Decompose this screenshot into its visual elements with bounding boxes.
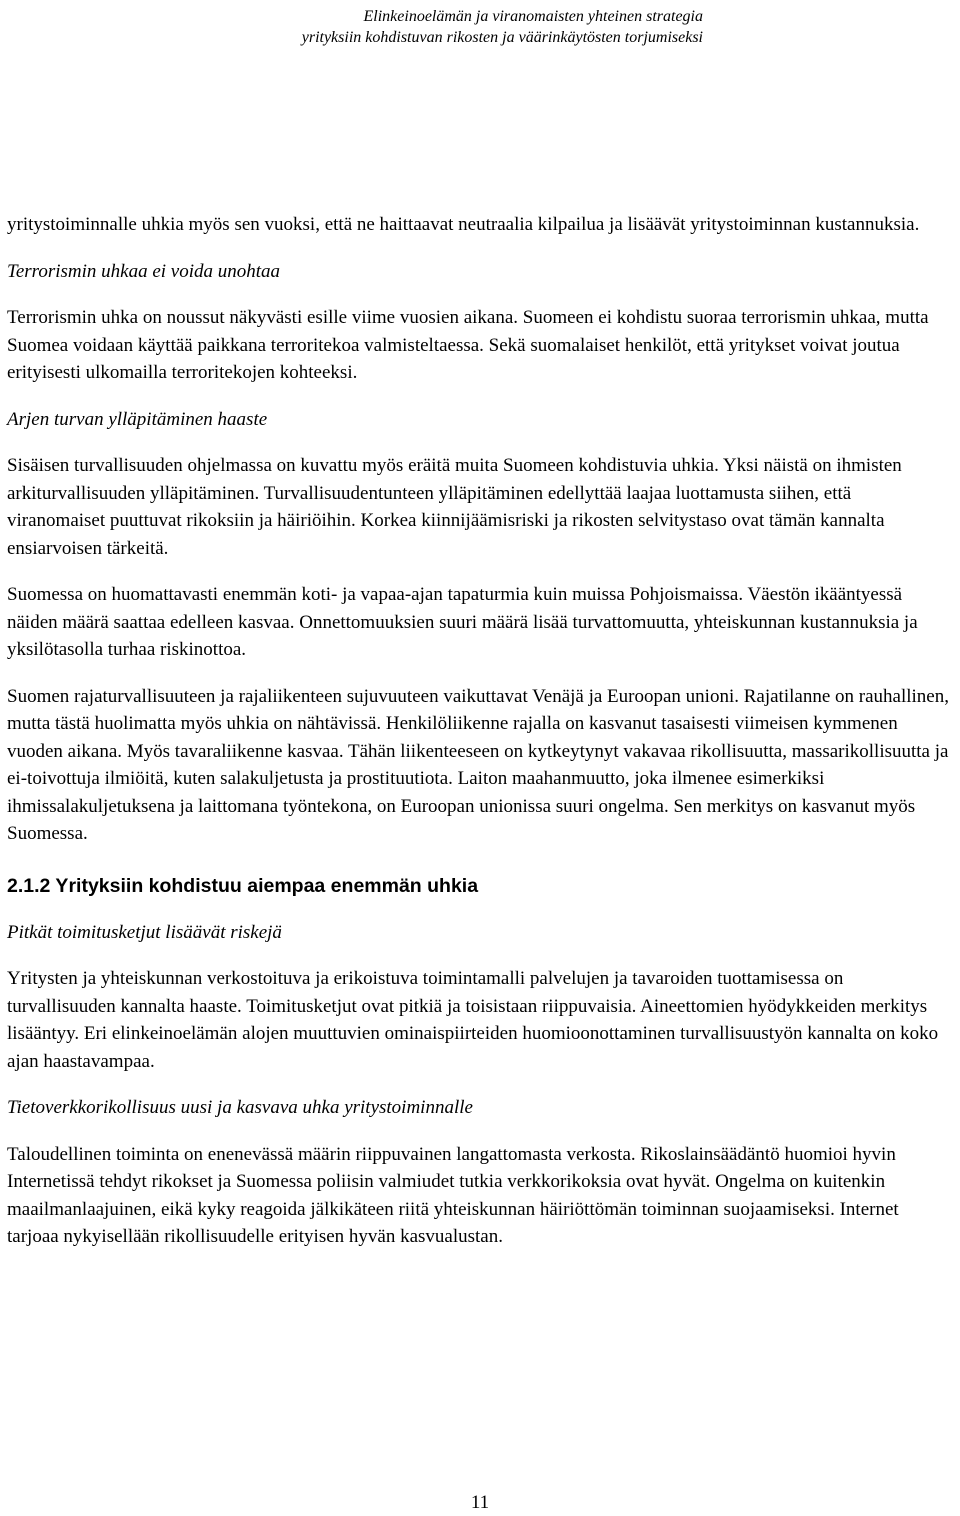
paragraph-continuation: yritystoiminnalle uhkia myös sen vuoksi, että ne haittaavat neutraalia kilpailua ja lisäävät yritystoiminnan kustannuksia. [7,214,920,235]
paragraph-accidents: Suomessa on huomattavasti enemmän koti- ja vapaa-ajan tapaturmia kuin muissa Pohjoismaissa. Väestön ikääntyessä näiden määrä saattaa edelleen kasvaa. Onnettomuuksien suuri määrä lisää turvattomuutta, yhteiskunnan kustannuksia ja yksilötasolla turhaa riskinottoa. [7,584,918,660]
subheading-cybercrime: Tietoverkkorikollisuus uusi ja kasvava uhka yritystoiminnalle [7,1097,473,1118]
subheading-everyday-security: Arjen turvan ylläpitäminen haaste [7,408,268,430]
running-header [302,6,703,48]
page-number: 11 [470,1492,490,1513]
paragraph-cybercrime: Taloudellinen toiminta on enenevässä määrin riippuvainen langattomasta verkosta. Rikoslainsäädäntö huomioi hyvin Internetissä tehdyt rikokset ja Suomessa poliisin valmiudet tutkia verkkorikoksia ovat hyvät. Ongelma on kuitenkin maailmanlaajuinen, eikä kyky reagoida jälkikäteen riitä yhteiskunnan häiriöttömän toiminnan suojaamiseksi. Internet tarjoaa nykyisellään rikollisuudelle erityisen hyvän kasvualustan. [7,1143,899,1247]
paragraph-supply-chains: Yritysten ja yhteiskunnan verkostoituva ja erikoistuva toimintamalli palvelujen ja tavaroiden tuottamisessa on turvallisuuden kannalta haaste. Toimitusketjut ovat pitkiä ja toisistaan riippuvaisia. Aineettomien hyödykkeiden merkitys lisääntyy. Eri elinkeinoelämän alojen muuttuvien ominaispiirteiden huomioonottaminen turvallisuustyön kannalta on koko ajan haastavampaa. [7,968,939,1072]
paragraph-border-security: Suomen rajaturvallisuuteen ja rajaliikenteen sujuvuuteen vaikuttavat Venäjä ja Euroopan unioni. Rajatilanne on rauhallinen, mutta tästä huolimatta myös uhkia on nähtävissä. Henkilöliikenne rajalla on kasvanut tasaisesti viimeisen kymmenen vuoden aikana. Myös tavaraliikenne kasvaa. Tähän liikenteeseen on kytkeytynyt vakavaa rikollisuutta, massarikollisuutta ja ei-toivottuja ilmiöitä, kuten salakuljetusta ja prostituutiota. Laiton maahanmuutto, joka ilmenee esimerkiksi ihmissalakuljetuksena ja laittomana työntekona, on Euroopan unionissa suuri ongelma. Sen merkitys on kasvanut myös Suomessa. [7,685,949,844]
section-heading: 2.1.2 Yrityksiin kohdistuu aiempaa enemmän uhkia [7,874,479,897]
paragraph-terrorism: Terrorismin uhka on noussut näkyvästi esille viime vuosien aikana. Suomeen ei kohdistu suoraa terrorismin uhkaa, mutta Suomea voidaan käyttää paikkana terroritekoa valmisteltaessa. Sekä suomalaiset henkilöt, että yritykset voivat joutua erityisesti ulkomailla terroritekojen kohteeksi. [7,307,929,383]
page-body [7,211,953,1251]
paragraph-internal-security: Sisäisen turvallisuuden ohjelmassa on kuvattu myös eräitä muita Suomeen kohdistuvia uhkia. Yksi näistä on ihmisten arkiturvallisuuden ylläpitäminen. Turvallisuudentunteen ylläpitäminen edellyttää laajaa luottamusta siihen, että viranomaiset puuttuvat rikoksiin ja häiriöihin. Korkea kiinnijäämisriski ja rikosten selvitystaso ovat tämän kannalta ensiarvoisen tärkeitä. [7,455,902,559]
running-header-line-2: yrityksiin kohdistuvan rikosten ja väärinkäytösten torjumiseksi [301,29,703,46]
subheading-terrorism: Terrorismin uhkaa ei voida unohtaa [7,260,281,282]
subheading-supply-chains: Pitkät toimitusketjut lisäävät riskejä [7,921,282,943]
running-header-line-1: Elinkeinoelämän ja viranomaisten yhteinen strategia [363,8,703,25]
